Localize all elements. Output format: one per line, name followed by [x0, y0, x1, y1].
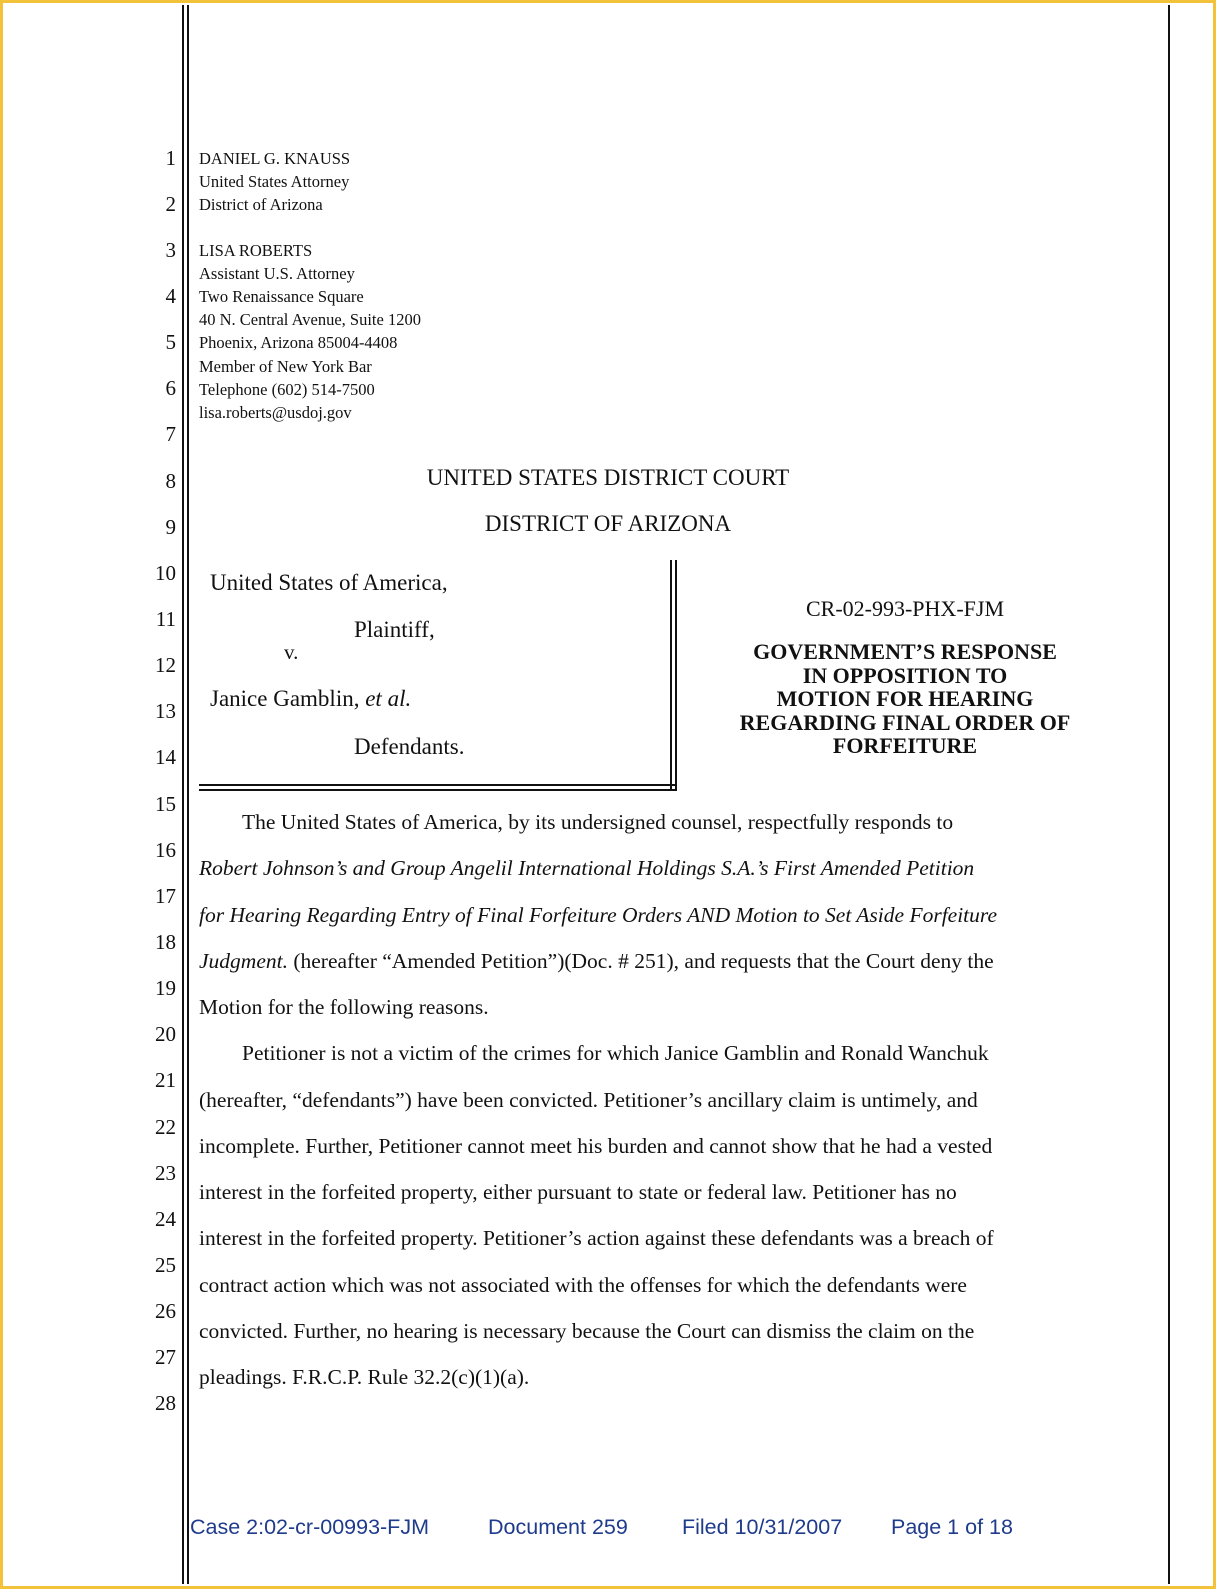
- line-number: 4: [165, 284, 176, 308]
- defendant-name-line: [210, 687, 411, 710]
- attorney-name: DANIEL G. KNAUSS: [199, 149, 351, 168]
- document-title: [705, 640, 1105, 758]
- paragraph-1-line: The United States of America, by its undersigned counsel, respectfully responds to: [242, 810, 954, 834]
- versus: v.: [284, 640, 299, 664]
- counsel-block: [199, 147, 421, 424]
- paragraph-1-line: for Hearing Regarding Entry of Final Forfeiture Orders AND Motion to Set Aside Forfeiture: [199, 903, 998, 927]
- title-line: MOTION FOR HEARING: [776, 686, 1034, 711]
- line-number: 22: [155, 1115, 176, 1139]
- footer-document-number: Document 259: [488, 1515, 628, 1539]
- paragraph-2-line: convicted. Further, no hearing is necessary because the Court can dismiss the claim on the: [199, 1319, 975, 1343]
- paragraph-1-line: Robert Johnson’s and Group Angelil International Holdings S.A.’s First Amended Petition: [199, 856, 975, 880]
- line-number: 10: [155, 561, 176, 585]
- attorney-title: United States Attorney: [199, 172, 350, 192]
- line-number: 21: [155, 1068, 176, 1092]
- address-line: Two Renaissance Square: [199, 287, 364, 307]
- judgment-italic: Judgment.: [199, 949, 288, 973]
- footer-page-number: Page 1 of 18: [891, 1515, 1013, 1539]
- line-number: 26: [155, 1299, 176, 1323]
- paragraph-2-line: (hereafter, “defendants”) have been convicted. Petitioner’s ancillary claim is untimely, and: [199, 1088, 978, 1112]
- email: lisa.roberts@usdoj.gov: [199, 403, 352, 423]
- line-number: 6: [165, 376, 176, 400]
- paragraph-2-line: interest in the forfeited property. Petitioner’s action against these defendants was a breach of: [199, 1226, 994, 1250]
- line-number: 9: [165, 515, 176, 539]
- caption-underline: [199, 789, 677, 791]
- paragraph-1-line: [199, 949, 1199, 974]
- title-line: GOVERNMENT’S RESPONSE: [753, 639, 1057, 664]
- paragraph-2-line: pleadings. F.R.C.P. Rule 32.2(c)(1)(a).: [199, 1365, 530, 1389]
- line-number: 25: [155, 1253, 176, 1277]
- paragraph-2-line: incomplete. Further, Petitioner cannot meet his burden and cannot show that he had a vested: [199, 1134, 993, 1158]
- line-number: 23: [155, 1161, 176, 1185]
- paragraph-2-line: interest in the forfeited property, either pursuant to state or federal law. Petitioner has no: [199, 1180, 957, 1204]
- line-number: 19: [155, 976, 176, 1000]
- telephone: Telephone (602) 514-7500: [199, 379, 375, 399]
- line-number: 8: [165, 469, 176, 493]
- line-number: 18: [155, 930, 176, 954]
- address-line: 40 N. Central Avenue, Suite 1200: [199, 310, 421, 330]
- title-line: FORFEITURE: [832, 733, 978, 758]
- paragraph-2-line: contract action which was not associated with the offenses for which the defendants were: [199, 1273, 967, 1297]
- paragraph-1-line: Motion for the following reasons.: [199, 995, 489, 1019]
- line-number: 13: [155, 699, 176, 723]
- defendant-label: Defendants.: [354, 734, 465, 759]
- line-number: 5: [165, 330, 176, 354]
- line-number: 15: [155, 792, 176, 816]
- line-number: 7: [165, 422, 176, 446]
- right-margin-rule: [1168, 5, 1170, 1584]
- line-number: 3: [165, 238, 176, 262]
- case-number: CR-02-993-PHX-FJM: [805, 596, 1005, 621]
- title-line: IN OPPOSITION TO: [802, 662, 1008, 688]
- court-district: DISTRICT OF ARIZONA: [484, 511, 732, 536]
- line-number: 14: [155, 745, 176, 769]
- bar-membership: Member of New York Bar: [199, 356, 372, 376]
- attorney-district: District of Arizona: [199, 195, 323, 215]
- judgment-rest: (hereafter “Amended Petition”)(Doc. # 251), and requests that the Court deny the: [287, 949, 994, 973]
- et-al: et al.: [365, 686, 412, 711]
- assistant-attorney-name: LISA ROBERTS: [199, 240, 313, 260]
- line-number: 28: [155, 1391, 176, 1415]
- left-margin-rule-outer: [182, 5, 184, 1584]
- paragraph-2-line: Petitioner is not a victim of the crimes for which Janice Gamblin and Ronald Wanchuk: [242, 1041, 989, 1065]
- line-number: 12: [155, 653, 176, 677]
- caption-divider: [670, 560, 672, 790]
- line-number: 2: [165, 192, 176, 216]
- title-line: REGARDING FINAL ORDER OF: [739, 709, 1071, 735]
- line-number: 27: [155, 1345, 176, 1369]
- plaintiff-label: Plaintiff,: [354, 617, 435, 642]
- address-line: Phoenix, Arizona 85004-4408: [199, 333, 398, 353]
- footer-case-number: Case 2:02-cr-00993-FJM: [190, 1515, 429, 1539]
- line-number: 20: [155, 1022, 176, 1046]
- assistant-attorney-title: Assistant U.S. Attorney: [199, 263, 355, 283]
- line-number: 17: [155, 884, 176, 908]
- plaintiff-name: United States of America,: [210, 570, 448, 595]
- caption-underline: [199, 784, 677, 786]
- line-number: 16: [155, 838, 176, 862]
- court-name: UNITED STATES DISTRICT COURT: [426, 465, 790, 490]
- footer-filed-date: Filed 10/31/2007: [682, 1515, 843, 1539]
- line-number: 1: [165, 146, 176, 170]
- line-number: 24: [155, 1207, 176, 1231]
- defendant-name: Janice Gamblin,: [210, 686, 366, 711]
- caption-divider: [675, 560, 677, 790]
- line-number: 11: [155, 607, 176, 631]
- left-margin-rule-inner: [187, 5, 189, 1584]
